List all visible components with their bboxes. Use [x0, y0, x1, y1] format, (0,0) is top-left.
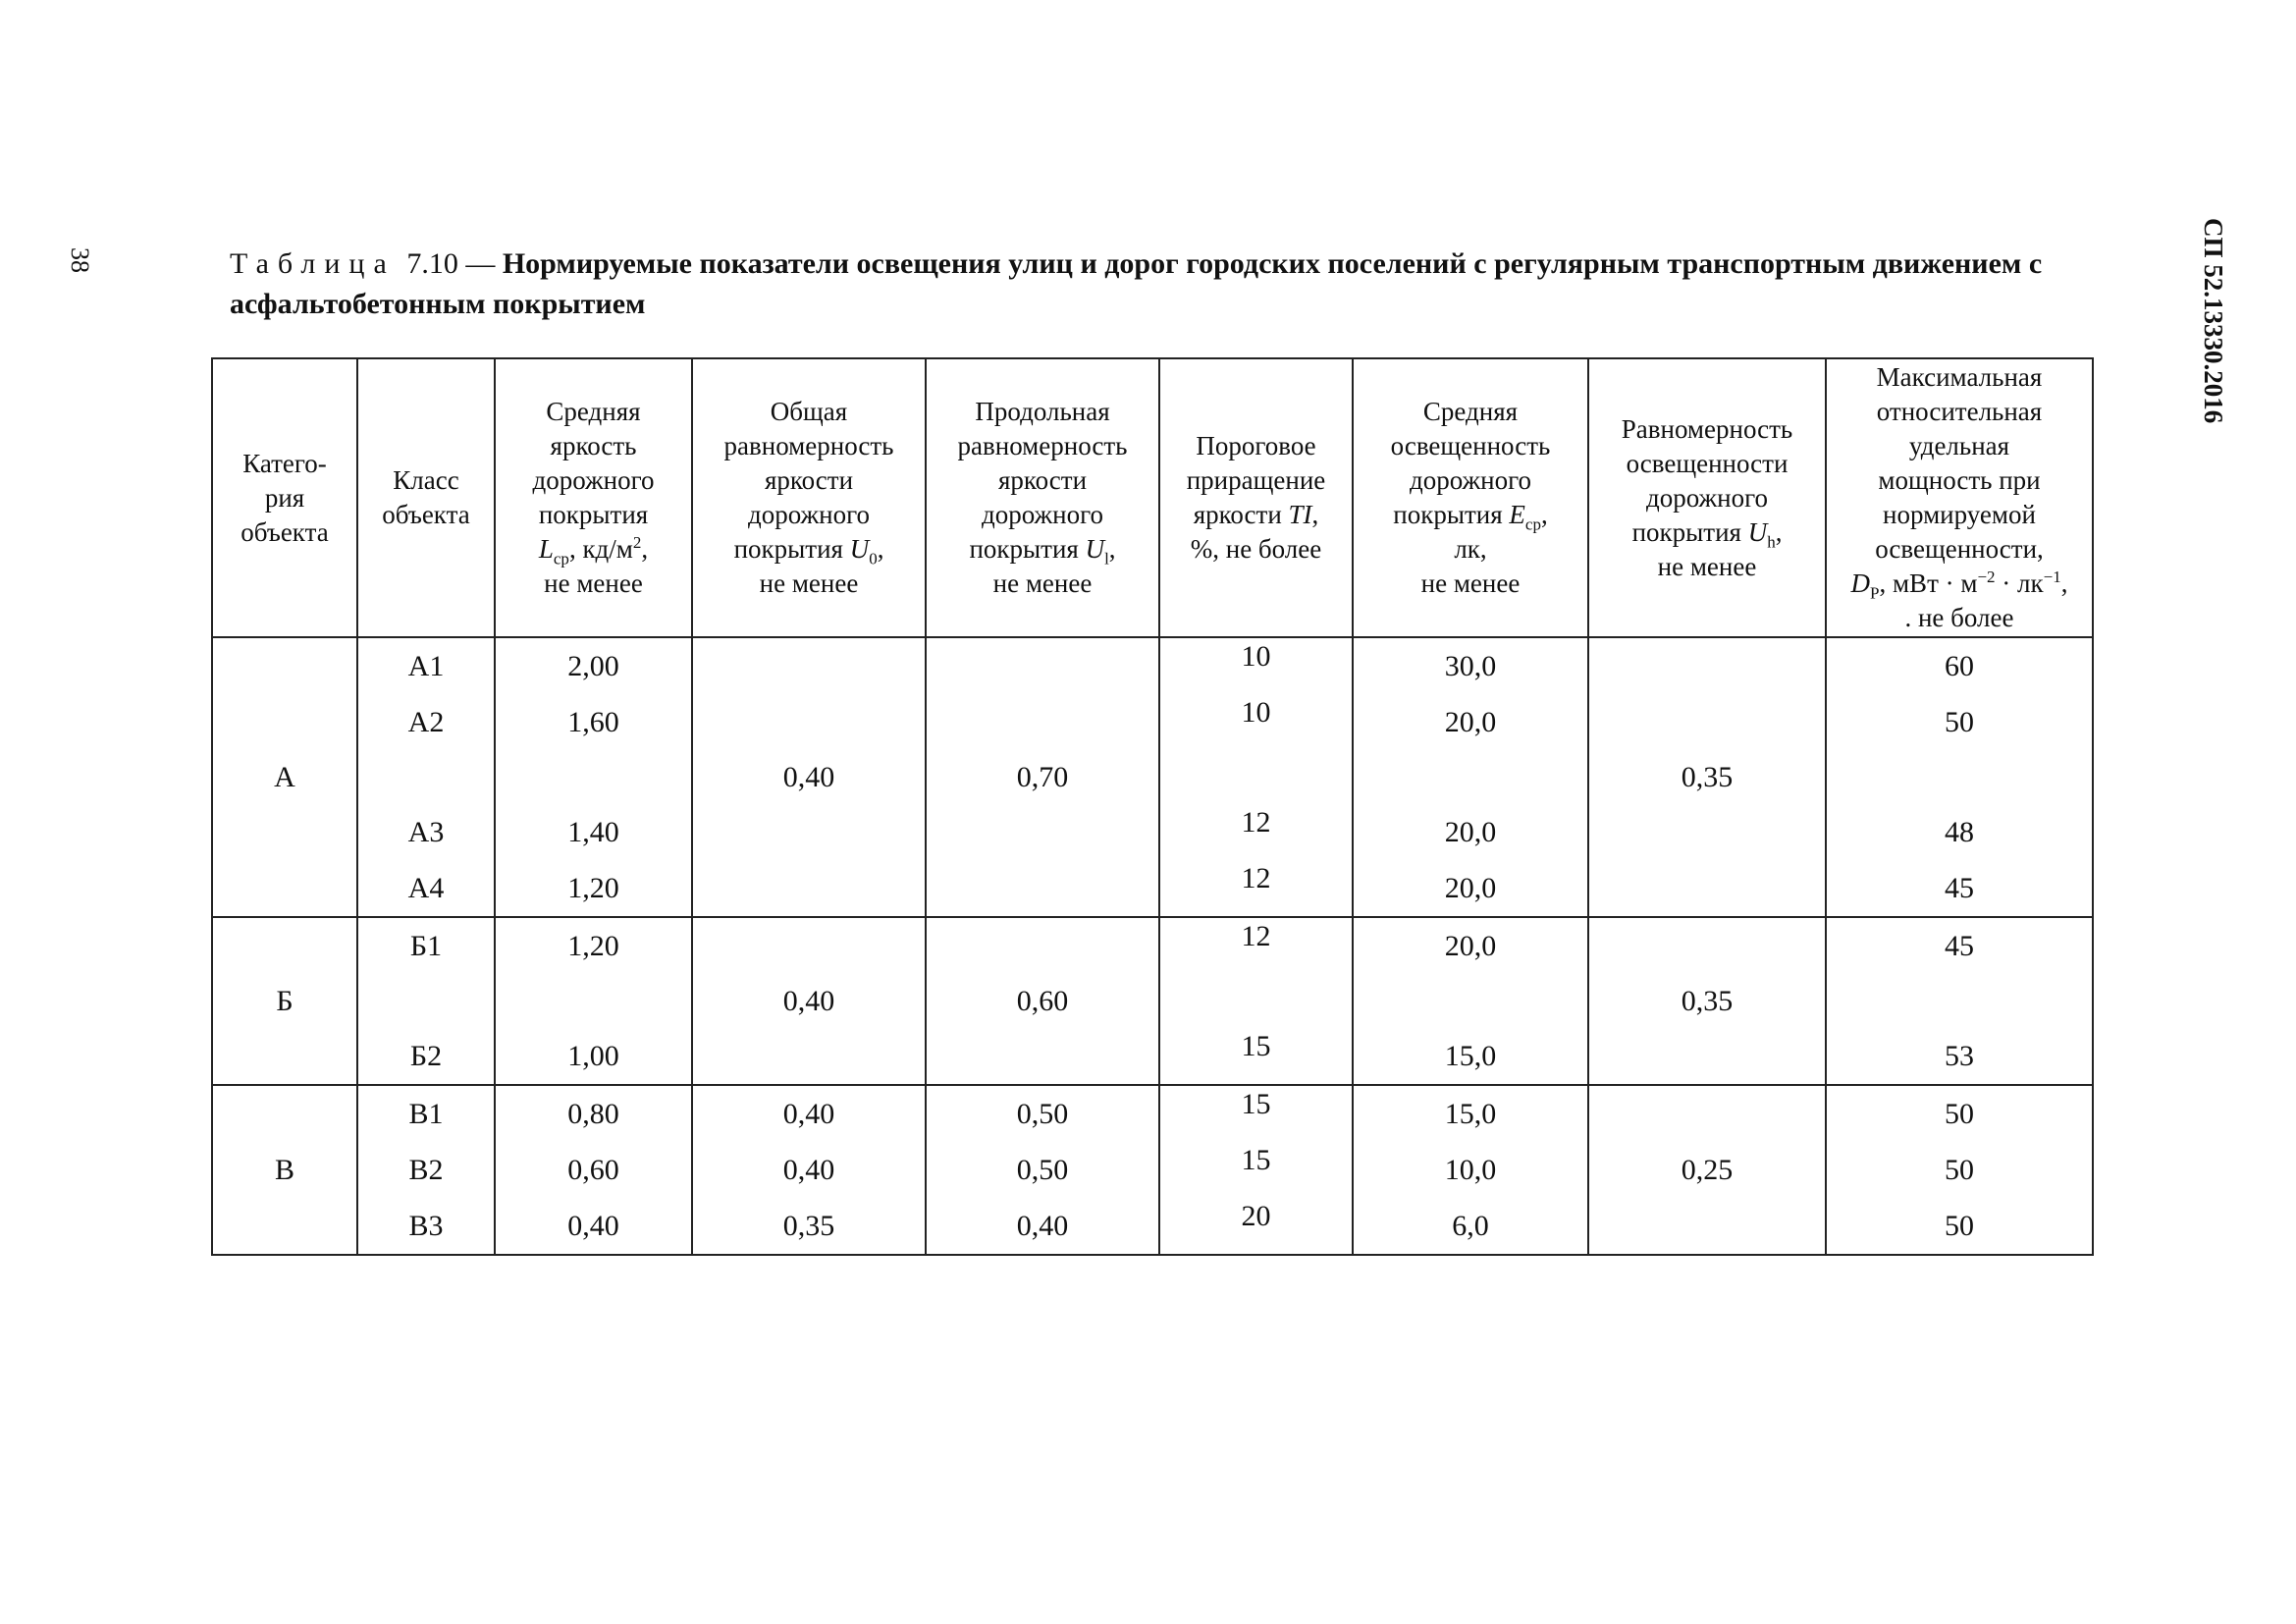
- caption-title: Нормируемые показатели освещения улиц и дорог городских поселений с регулярным транспортным движением с асфальтобетонным покрытием: [230, 247, 2043, 320]
- class-cell: А3: [357, 804, 495, 860]
- class-cell: В3: [357, 1198, 495, 1255]
- page-number: 38: [66, 247, 94, 273]
- illuminance-cell: 6,0: [1353, 1198, 1588, 1255]
- threshold-increment-cell: 10: [1159, 694, 1353, 750]
- illuminance-cell: 15,0: [1353, 1085, 1588, 1142]
- longitudinal-uniformity-cell: 0,70: [926, 637, 1159, 917]
- longitudinal-uniformity-cell: 0,50: [926, 1142, 1159, 1198]
- lighting-norms-table: [211, 357, 2094, 1256]
- overall-uniformity-cell: 0,40: [692, 1085, 926, 1142]
- caption-number: 7.10 —: [406, 247, 496, 280]
- luminance-cell: 1,20: [495, 917, 692, 974]
- class-cell: А4: [357, 860, 495, 917]
- power-density-cell: 60: [1826, 637, 2093, 694]
- luminance-cell: 1,00: [495, 1028, 692, 1085]
- caption-lead: Таблица: [230, 247, 396, 280]
- table-caption: [230, 244, 2065, 324]
- illuminance-uniformity-cell: 0,25: [1588, 1085, 1826, 1255]
- illuminance-cell: 20,0: [1353, 804, 1588, 860]
- overall-uniformity-cell: 0,40: [692, 1142, 926, 1198]
- class-cell: Б1: [357, 917, 495, 974]
- luminance-cell: 2,00: [495, 637, 692, 694]
- document-code: СП 52.13330.2016: [2199, 218, 2228, 424]
- power-density-cell: 45: [1826, 860, 2093, 917]
- illuminance-cell: 10,0: [1353, 1142, 1588, 1198]
- illuminance-uniformity-cell: 0,35: [1588, 637, 1826, 917]
- class-cell: В2: [357, 1142, 495, 1198]
- illuminance-cell: 20,0: [1353, 694, 1588, 750]
- header-avg-luminance: Средняя яркость дорожного покрытия $L_{ср}$, $кд/м^2$, не менее: [495, 358, 692, 637]
- longitudinal-uniformity-cell: 0,40: [926, 1198, 1159, 1255]
- table-row: [212, 917, 2093, 974]
- power-density-cell: 50: [1826, 1198, 2093, 1255]
- header-threshold-increment: Пороговое приращение яркости TI, %, не более: [1159, 358, 1353, 637]
- class-cell: А1: [357, 637, 495, 694]
- header-overall-uniformity: Общая равномерность яркости дорожного покрытия $U_0$, не менее: [692, 358, 926, 637]
- overall-uniformity-cell: 0,40: [692, 637, 926, 917]
- illuminance-cell: 20,0: [1353, 917, 1588, 974]
- threshold-increment-cell: 10: [1159, 637, 1353, 694]
- power-density-cell: 48: [1826, 804, 2093, 860]
- luminance-cell: 1,60: [495, 694, 692, 750]
- threshold-increment-cell: 12: [1159, 917, 1353, 974]
- threshold-increment-cell: 15: [1159, 1028, 1353, 1085]
- threshold-increment-cell: 15: [1159, 1142, 1353, 1198]
- power-density-cell: 50: [1826, 1142, 2093, 1198]
- header-category: Катего- рия объекта: [212, 358, 357, 637]
- overall-uniformity-cell: 0,35: [692, 1198, 926, 1255]
- category-cell: В: [212, 1085, 357, 1255]
- table-row: [212, 637, 2093, 694]
- power-density-cell: 45: [1826, 917, 2093, 974]
- threshold-increment-cell: 15: [1159, 1085, 1353, 1142]
- header-longitudinal-uniformity: Продольная равномерность яркости дорожного покрытия $U_l$, не менее: [926, 358, 1159, 637]
- header-illuminance-uniformity: Равномерность освещенности дорожного покрытия $U_h$, не менее: [1588, 358, 1826, 637]
- header-row: [212, 358, 2093, 637]
- category-cell: А: [212, 637, 357, 917]
- luminance-cell: 0,80: [495, 1085, 692, 1142]
- header-avg-illuminance: Средняя освещенность дорожного покрытия $E_{ср}$, лк, не менее: [1353, 358, 1588, 637]
- illuminance-cell: 30,0: [1353, 637, 1588, 694]
- illuminance-uniformity-cell: 0,35: [1588, 917, 1826, 1085]
- overall-uniformity-cell: 0,40: [692, 917, 926, 1085]
- illuminance-cell: 20,0: [1353, 860, 1588, 917]
- threshold-increment-cell: 12: [1159, 860, 1353, 917]
- longitudinal-uniformity-cell: 0,60: [926, 917, 1159, 1085]
- luminance-cell: 1,20: [495, 860, 692, 917]
- class-cell: В1: [357, 1085, 495, 1142]
- class-cell: А2: [357, 694, 495, 750]
- longitudinal-uniformity-cell: 0,50: [926, 1085, 1159, 1142]
- luminance-cell: 1,40: [495, 804, 692, 860]
- luminance-cell: 0,40: [495, 1198, 692, 1255]
- illuminance-cell: 15,0: [1353, 1028, 1588, 1085]
- power-density-cell: 50: [1826, 1085, 2093, 1142]
- table-row: [212, 1085, 2093, 1142]
- category-cell: Б: [212, 917, 357, 1085]
- header-class: Класс объекта: [357, 358, 495, 637]
- threshold-increment-cell: 20: [1159, 1198, 1353, 1255]
- power-density-cell: 50: [1826, 694, 2093, 750]
- luminance-cell: 0,60: [495, 1142, 692, 1198]
- header-power-density: Максимальная относительная удельная мощность при нормируемой освещенности, $D_P$, мВт · $м^{-2} \cdot лк^{-1}$, . не более: [1826, 358, 2093, 637]
- threshold-increment-cell: 12: [1159, 804, 1353, 860]
- power-density-cell: 53: [1826, 1028, 2093, 1085]
- class-cell: Б2: [357, 1028, 495, 1085]
